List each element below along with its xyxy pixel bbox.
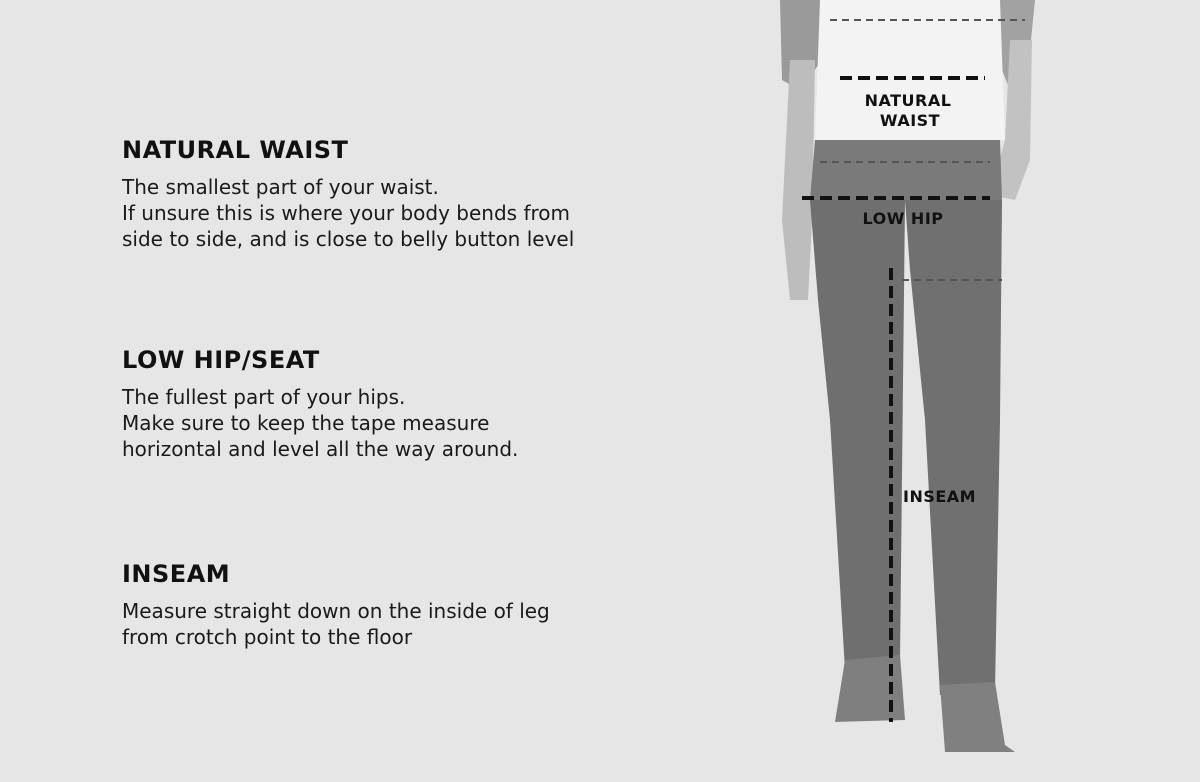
figure-right-leg <box>905 200 1002 695</box>
natural-waist-label-line2: WAIST <box>879 111 941 130</box>
natural-waist-label-line1: NATURAL <box>864 91 952 110</box>
jeans-measurement-figure <box>760 0 1060 782</box>
low-hip-desc-line: The fullest part of your hips. <box>122 385 406 409</box>
figure-right-boot <box>940 682 1015 752</box>
inseam-heading: INSEAM <box>122 560 231 588</box>
inseam-label: INSEAM <box>903 487 977 506</box>
inseam-desc-line: from crotch point to the floor <box>122 625 413 649</box>
low-hip-section <box>122 346 682 462</box>
figure-left-boot <box>835 655 905 722</box>
figure-waistband <box>810 140 1002 200</box>
natural-waist-desc-line: If unsure this is where your body bends from <box>122 201 570 225</box>
inseam-section <box>122 560 682 650</box>
figure-left-arm <box>782 60 815 300</box>
low-hip-label: LOW HIP <box>862 209 944 228</box>
natural-waist-section <box>122 136 682 252</box>
natural-waist-desc-line: side to side, and is close to belly button level <box>122 227 575 251</box>
low-hip-desc-line: horizontal and level all the way around. <box>122 437 519 461</box>
low-hip-heading: LOW HIP/SEAT <box>122 346 320 374</box>
inseam-desc-line: Measure straight down on the inside of leg <box>122 599 550 623</box>
low-hip-desc-line: Make sure to keep the tape measure <box>122 411 490 435</box>
natural-waist-heading: NATURAL WAIST <box>122 136 349 164</box>
natural-waist-desc-line: The smallest part of your waist. <box>122 175 439 199</box>
